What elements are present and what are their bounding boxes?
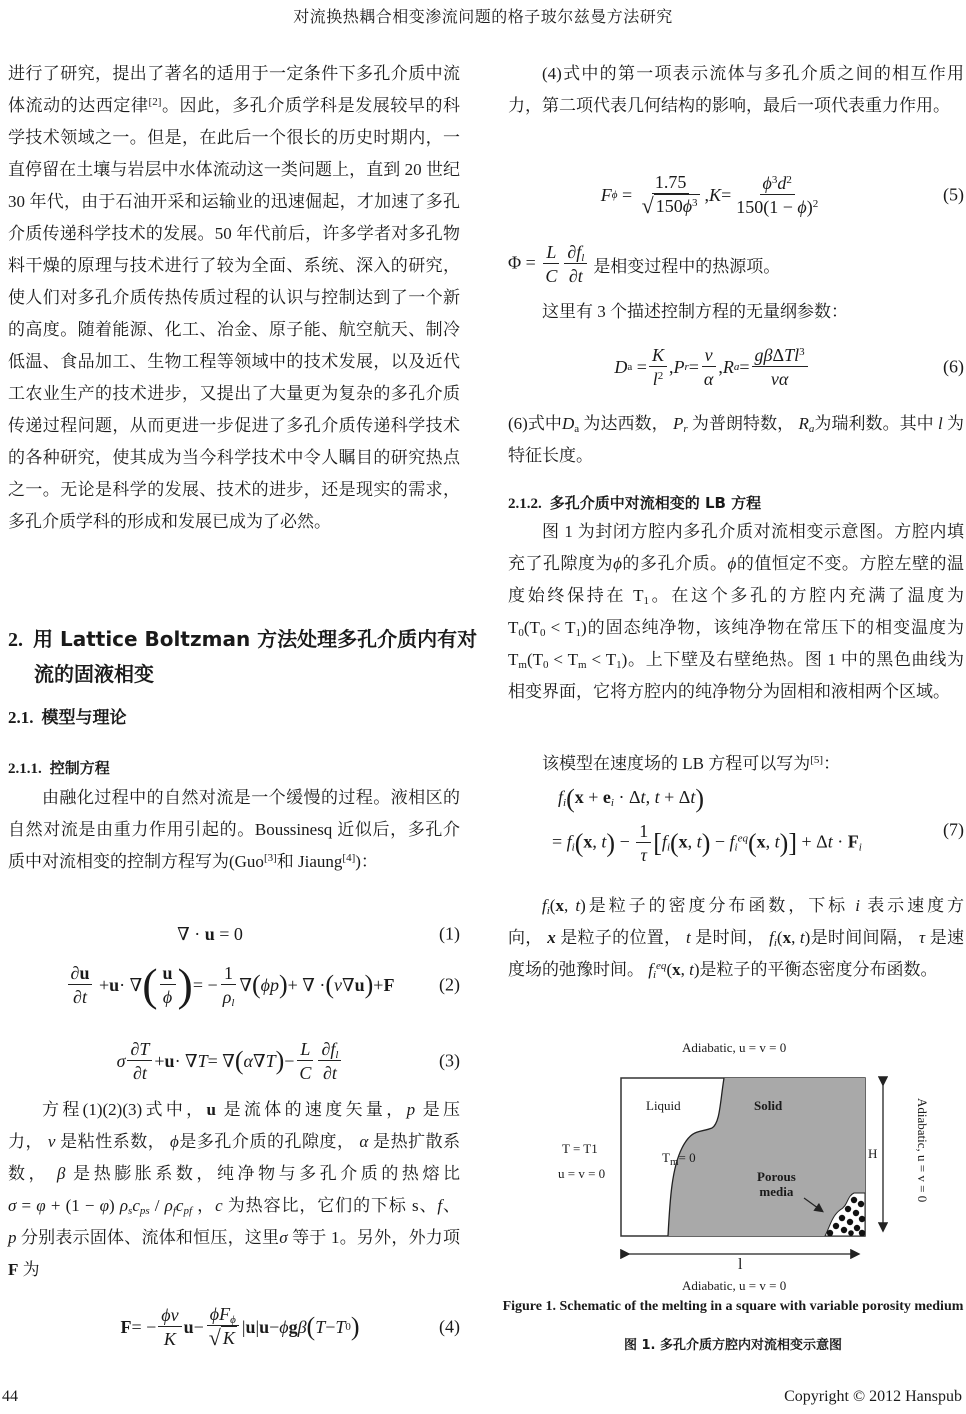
equation-4 [8,1296,460,1358]
equation-body: $\frac{\partial u}{\partial t}$ + u · ∇ ( $\frac{u}{\phi}$ ) = − $\frac{1}{\rho_l}$ ∇ ( ϕp ) + ∇ · ( ν ∇ u ) + F [48,950,412,1020]
dimensionless-intro [508,296,964,328]
length-label: l [738,1256,743,1273]
text-run: (4)式中的第一项表示流体与多孔介质之间的相互作用力，第二项代表几何结构的影响，最后一项代表重力作用。 [508,64,964,115]
section-title: 多孔介质中对流相变的 LB 方程 [549,494,762,512]
text-run: 是速度场的弛豫时间。 [508,928,965,979]
text-run: )： [355,852,378,871]
equation-number: (7) [943,819,964,840]
text-run: 为普朗特数， [691,414,795,433]
text-run: 的值恒定不变。方腔左壁的温度始终保持在 T [508,554,965,605]
right-boundary-label: Adiabatic, u = v = 0 [915,1098,930,1203]
figure-caption-english: Figure 1. Schematic of the melting in a square with variable porosity medium [502,1299,964,1314]
text-run: 由融化过程中的自然对流是一个缓慢的过程。液相区的自然对流是由重力作用引起的。Boussinesq 近似后，多孔介质中对流相变的控制方程写为(Guo [8,788,460,871]
text-run: 是粒子的位置， [560,928,682,947]
text-run: 的多孔介质。 [621,554,728,573]
porous-media-label: Porous media [757,1169,796,1199]
text-run: 是热膨胀系数，纯净物与多孔介质的热熔比 [73,1164,460,1183]
text-run: 为特征长度。 [508,414,965,465]
citation-ref[interactable]: [5] [810,754,824,766]
equation-3 [8,1030,460,1092]
citation-ref[interactable]: [2] [148,96,162,108]
text-run: 发展较早的科学技术领域之一。但是，在此后一个很长的历史时期内，一直停留在土壤与岩层中水体流动这一类问题上，直到 20 世纪 30 年代，由于石油开采和运输业的迅速倔起，才加速了多孔介质传递科学技术的发展。50 年代前后，许多学者对多孔物料干燥的原理与技术进行了较为全面、系统、深入的研究，使人们对多孔介质传热传质过程的认识与控制达到了一个新的高度。随着能源、化工、冶金、原子能、航空航天、制冷低温、食品加工、生物工程等领域中的技术发展，以及近代工农业生产的技术进步，又提出了大量更为复杂的多孔介质传递过程问题，从而更进一步促进了多孔介质传递科学技术的各种研究，使其成为当今科学技术中令人瞩目的研究热点之一。无论是科学的发展、技术的进步，还是现实的需求，多孔介质学科的形成和发展已成为了必然。 [8,96,461,531]
equation-2 [8,950,460,1020]
text-run: 等于 1。另外，外力项 [292,1228,461,1247]
left-boundary-temperature-label: T = T1 [562,1141,598,1156]
equation-number: (3) [439,1050,460,1071]
text-run: 这里有 3 个描述控制方程的无量纲参数： [542,302,848,321]
equation-1 [8,918,460,950]
text-run: 图 1 为封闭方腔内多孔介质对流相变示意图。方腔内填充了孔隙度为 [508,522,964,573]
variables-paragraph: 方程(1)(2)(3)式中，u 是流体的速度矢量，p 是压力， ν 是粘性系数， ϕ是多孔介质的孔隙度， α 是热扩散系数， β 是热膨胀系数，纯净物与多孔介质的热熔比σ = φ + (1 − φ) $\rho_sc_{ps} / \rho_fc_{pf}$ ，c 为热容比，它们的下标 s、f、p 分别表示固体、流体和恒压，这里σ 等于 1。另外，外力项F 为 [8,1100,461,1279]
lb-equation-intro [508,748,964,780]
text-run: 分别表示固体、流体和恒压，这里 [20,1228,280,1247]
text-run: 是热扩散系数， [8,1132,461,1183]
intro-paragraph [8,58,460,538]
section-2-1-2-heading [508,490,964,517]
section-title: 模型与理论 [41,708,127,728]
text-run: 表示速度方向， [508,896,965,947]
text-run: 是时间， [695,928,765,947]
equation-number: (4) [439,1316,460,1337]
text-run: 是多孔介质的孔隙度， [178,1132,355,1151]
fraction-denominator: 150 [736,196,764,217]
page-number: 44 [2,1388,18,1405]
running-title: 对流换热耦合相变渗流问题的格子玻尔兹曼方法研究 [293,9,673,26]
equation-body: F ϕ = 1.75 √ $150\phi^3$ , K = $\frac{\phi^3d^2}{150(1 - \phi)^2}$ [600,172,819,218]
heat-source-definition: Φ = $\frac{L}{C}$ $\frac{\partial f_l}{\partial t}$ 是相变过程中的热源项。 [508,241,781,286]
height-label: H [868,1146,878,1161]
text-run: 为 [22,1260,40,1279]
text-run: 为瑞利数。其中 [814,414,934,433]
text-run: 。上下壁及右壁绝热。图 1 中的黑色曲线为相变界面，它将方腔内的纯净物分为固相和液相两个区域。 [508,650,965,701]
interface-label: $T_m= 0$ [662,1150,696,1168]
solid-label: Solid [754,1098,783,1113]
text-run: 是粒子的平衡态密度分布函数。 [699,960,938,979]
equation-body: F = − $\frac{\phi\nu}{K}$ u − $\phi F_\phi$ √ K | u | u − ϕ g β ( T − T 0 ) [120,1304,360,1350]
equation-5 [508,162,964,228]
equation-number: (5) [943,184,964,205]
section-2-1-heading [8,704,460,732]
fraction-numerator: 1.75 [652,171,690,194]
section-number: 2. [8,629,23,651]
section-number: 2.1.2. [508,496,542,512]
text-run: 是流体的速度矢量， [223,1100,407,1119]
governing-eq-paragraph [8,782,460,878]
bottom-boundary-label: Adiabatic, u = v = 0 [682,1278,787,1293]
text-run: 、 [442,1196,460,1215]
citation-ref[interactable]: [3] [263,852,277,864]
text-run: 的固态纯净物，该纯净物在常压下的相变温度为 [586,618,965,637]
copyright-notice: Copyright © 2012 Hanspub [784,1388,962,1405]
equation-6 [508,336,964,398]
section-2-1-1-heading [8,755,460,782]
text-run: 是时间间隔， [810,928,915,947]
text-run: 是相变过程中的热源项。 [593,256,781,276]
equation-body: σ $\frac{\partial T}{\partial t}$ + u · ∇ T = ∇ ( α ∇ T ) − $\frac{L}{C}$ $\frac{\partial f_l}{\partial t}$ [48,1030,412,1092]
text-run: 。在这个多孔的方腔内充满了温度为 [648,586,965,605]
section-number: 2.1.1. [8,761,42,777]
fraction-denominator: 150 [655,196,683,216]
text-run: (6)式中 [508,414,562,433]
text-run: 是压力， [8,1100,461,1151]
equation-7 [508,784,964,876]
equation-number: (6) [943,356,964,377]
text-run: 方程(1)(2)(3)式中， [42,1100,207,1119]
text-run: 质中流体流动的达西定律 [8,64,461,115]
section-title: 控制方程 [49,759,110,777]
section-number: 2.1. [8,708,34,727]
model-description-paragraph: 图 1 为封闭方腔内多孔介质对流相变示意图。方腔内填充了孔隙度为ϕ的多孔介质。ϕ的值恒定不变。方腔左壁的温度始终保持在 $T_1$。在这个多孔的方腔内充满了温度为$T_0(T_0 < T_1)$的固态纯净物，该纯净物在常压下的相变温度为$T_m(T_0 < T_m < T_1)$。上下壁及右壁绝热。图 1 中的黑色曲线为相变界面，它将方腔内的纯净物分为固相和液相两个区域。 [508,522,965,701]
text-run: 为达西数， [583,414,669,433]
section-2-heading [8,622,486,691]
text-run: 是粒子的密度分布函数，下标 [585,896,849,915]
text-run: 和 Jiaung [276,852,343,871]
equation-body: D a = $\frac{K}{l^2}$ , P r = $\frac{\nu}{\alpha}$ , R a = $\frac{g\beta\Delta Tl^3}{\nu\alpha}$ [508,336,916,398]
liquid-label: Liquid [646,1098,681,1113]
equation-line-2: = $f_i(x$, t) − $\frac{1}{\tau}$ [$f_i(x$, $t) - f_i^{eq}(x$, $t)] + \Delta t \cdot F_i$ [552,821,862,865]
text-run: 该模型在速度场的 LB 方程可以写为 [542,754,811,773]
figure-1-schematic [542,1028,942,1300]
force-terms-paragraph [508,58,964,122]
section-title: 用 Lattice Boltzman 方法处理多孔介质内有对流的固液相变 [33,627,478,686]
citation-ref[interactable]: [4] [342,852,356,864]
top-boundary-label: Adiabatic, u = v = 0 [682,1040,787,1055]
text-run: ： [823,754,841,773]
equation-number: (2) [439,974,460,995]
text-run: ， [197,1196,216,1215]
equation-line-1: $f_i(x + e_i \cdot \Delta t$, t + Δt) [558,784,704,813]
equation-body: ∇ · u = 0 [177,923,243,944]
text-run: 是粘性系数， [60,1132,166,1151]
dimensionless-paragraph: (6)式中$D_a$ 为达西数， $P_r$ 为普朗特数， $R_a$为瑞利数。其中 l 为特征长度。 [508,414,965,465]
text-run: 进行了研究，提出了著名的适用于一定条件下多孔介 [8,64,409,83]
text-run: 。因此，多孔介质学科是 [161,96,356,115]
equation-number: (1) [439,923,460,944]
text-run: 为热容比，它们的下标 s、 [227,1196,438,1215]
distribution-function-paragraph: $f_i(x$, t)是粒子的密度分布函数，下标 i 表示速度方向， x 是粒子的位置， t 是时间， $f_i(x$, t)是时间间隔， τ 是速度场的弛豫时间。 $f_i^{eq}(x$, t)是粒子的平衡态密度分布函数。 [508,896,965,981]
left-boundary-velocity-label: u = v = 0 [558,1166,606,1181]
figure-caption-chinese: 图 1. 多孔介质方腔内对流相变示意图 [623,1338,843,1353]
